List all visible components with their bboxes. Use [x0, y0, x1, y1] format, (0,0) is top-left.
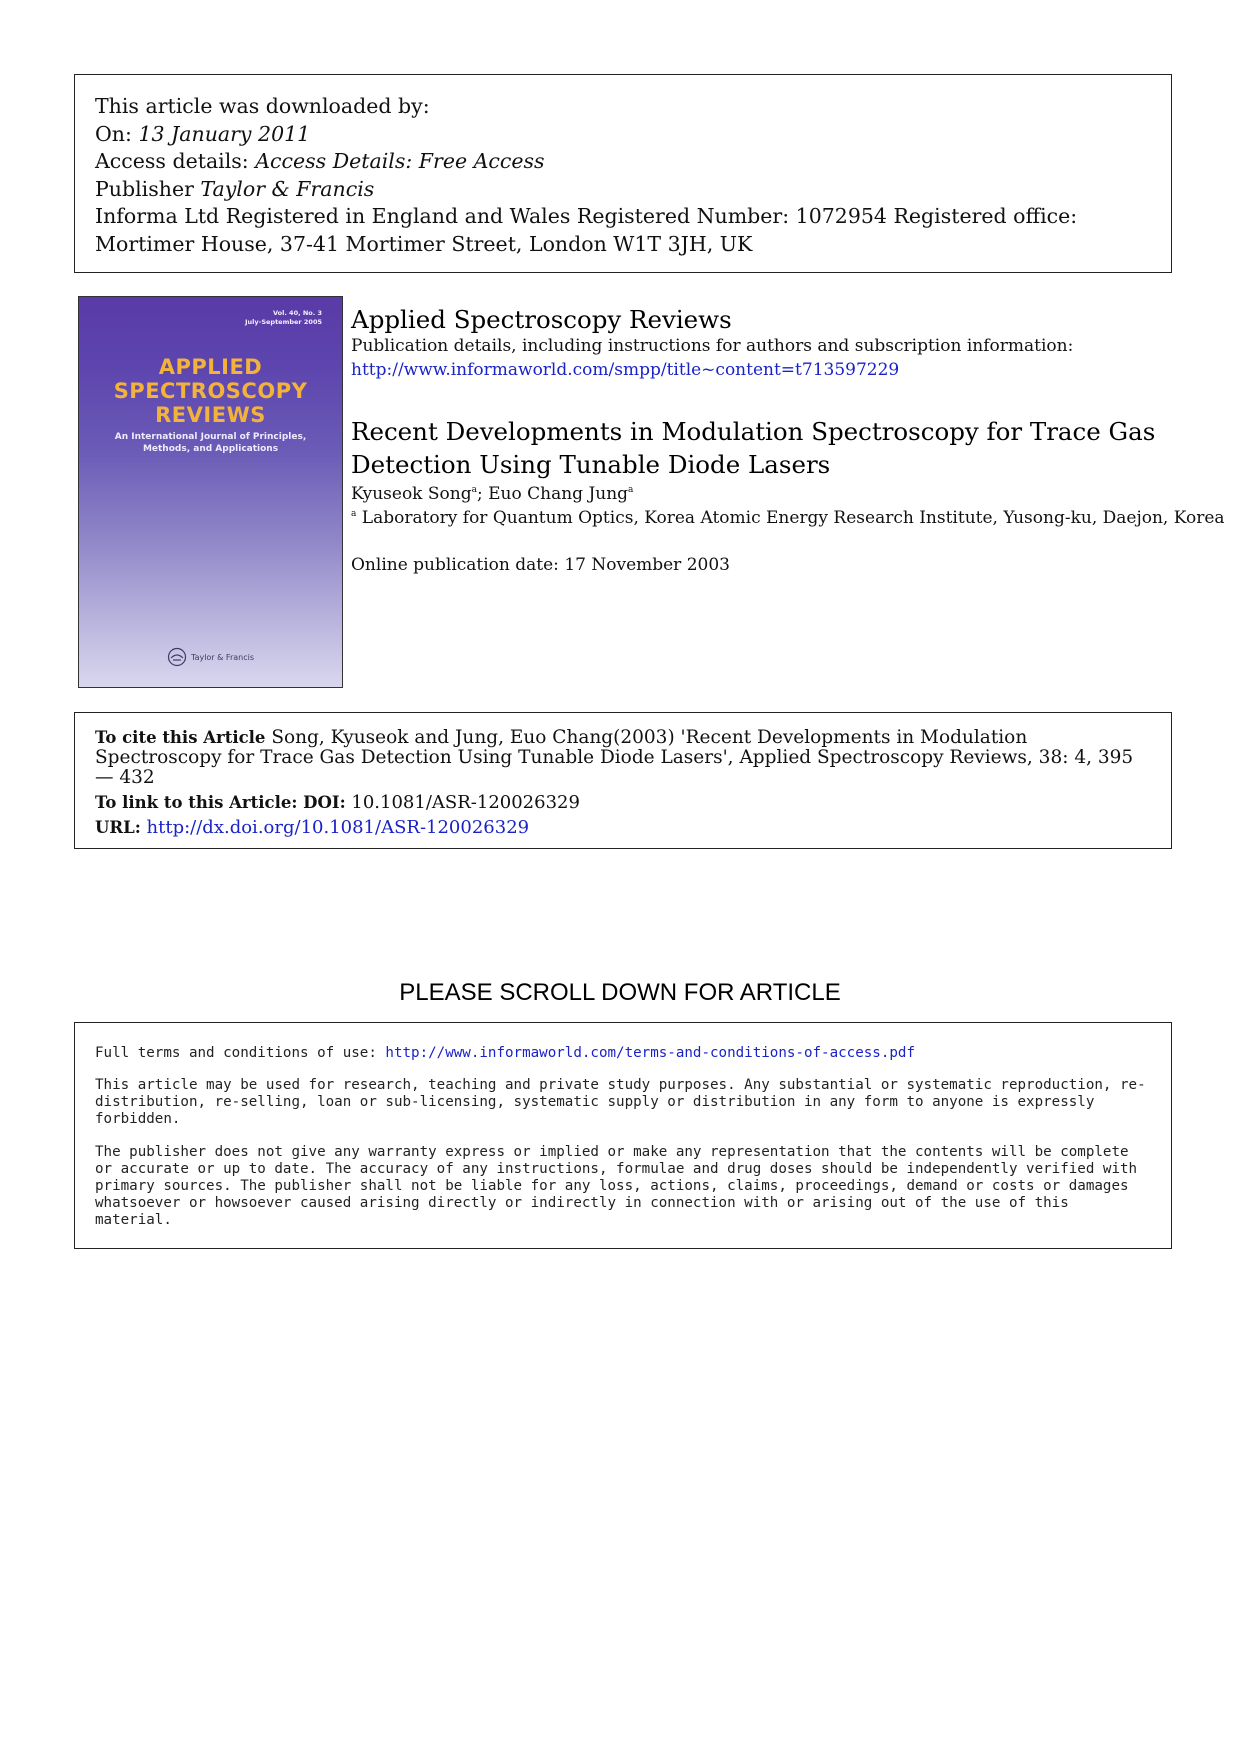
publication-details: Publication details, including instructions for authors and subscription information:	[351, 336, 1074, 356]
cover-issue-date: July-September 2005	[245, 318, 322, 326]
author-name: Kyuseok Song	[351, 484, 472, 504]
journal-cover-image	[78, 296, 343, 688]
cite-label: To cite this Article	[95, 728, 266, 747]
journal-link[interactable]: http://www.informaworld.com/smpp/title~content=t713597229	[351, 360, 900, 380]
terms-paragraph-usage: This article may be used for research, teaching and private study purposes. Any substantial or systematic reproduction, re-distribution, re-selling, loan or sub-licensing, systematic supply or distribution in any form to anyone is expressly forbidden.	[95, 1077, 1146, 1127]
author-separator: ;	[476, 484, 489, 504]
cover-volume-number: Vol. 40, No. 3	[272, 309, 322, 317]
article-title: Recent Developments in Modulation Spectroscopy for Trace Gas Detection Using Tunable Diode Lasers	[351, 417, 1156, 479]
access-value: Access Details: Free Access	[255, 149, 545, 173]
author-name: Euo Chang Jung	[488, 484, 629, 504]
doi-value: 10.1081/ASR-120026329	[351, 792, 580, 813]
cite-text: Song, Kyuseok and Jung, Euo Chang(2003) 'Recent Developments in Modulation Spectroscopy for Trace Gas Detection Using Tunable Diode Lasers', Applied Spectroscopy Reviews, 38: 4, 395 — 432	[95, 727, 1134, 788]
terms-paragraph-warranty: The publisher does not give any warranty express or implied or make any representation that the contents will be complete or accurate or up to date. The accuracy of any instructions, formulae and drug doses should be independently verified with primary sources. The publisher shall not be liable for any loss, actions, claims, proceedings, demand or costs or damages whatsoever or howsoever caused arising directly or indirectly in connection with or arising out of the use of this material.	[95, 1144, 1138, 1228]
cover-title-line: REVIEWS	[155, 403, 266, 427]
cover-publisher	[167, 647, 254, 667]
cover-title-line: APPLIED	[158, 355, 263, 379]
doi-label: To link to this Article: DOI:	[95, 793, 346, 812]
download-info-box	[74, 74, 1172, 273]
doi-line	[95, 792, 1151, 813]
publisher-logo-icon	[167, 647, 187, 667]
cover-volume	[245, 309, 322, 327]
journal-title: Applied Spectroscopy Reviews	[351, 305, 732, 334]
scroll-notice: PLEASE SCROLL DOWN FOR ARTICLE	[399, 979, 841, 1006]
doi-url-link[interactable]: http://dx.doi.org/10.1081/ASR-120026329	[146, 817, 530, 838]
terms-box	[74, 1022, 1172, 1249]
online-publication-date: Online publication date: 17 November 2003	[351, 555, 730, 575]
terms-line	[95, 1045, 1151, 1062]
publisher-label: Publisher	[95, 176, 194, 201]
on-label: On:	[95, 121, 132, 146]
authors-line	[351, 484, 633, 504]
cover-title	[79, 355, 342, 427]
cover-subtitle: An International Journal of Principles, Methods, and Applications	[114, 432, 307, 454]
downloaded-by-text: This article was downloaded by:	[95, 94, 430, 118]
publisher-value: Taylor & Francis	[200, 176, 375, 201]
affiliation-line	[351, 508, 1225, 528]
cover-publisher-name: Taylor & Francis	[191, 652, 254, 662]
cover-title-line: SPECTROSCOPY	[113, 379, 308, 403]
terms-link[interactable]: http://www.informaworld.com/terms-and-conditions-of-access.pdf	[385, 1045, 916, 1061]
author-affil-sup: a	[628, 485, 634, 495]
terms-label: Full terms and conditions of use:	[95, 1045, 377, 1061]
url-label: URL:	[95, 818, 141, 837]
publisher-line	[95, 176, 1151, 204]
download-date: 13 January 2011	[138, 121, 311, 146]
access-details-line	[95, 148, 1151, 176]
access-label: Access details:	[95, 149, 249, 173]
author-affil-sup: a	[471, 485, 477, 495]
cite-line	[95, 728, 1151, 788]
download-date-line	[95, 121, 1151, 149]
citation-box	[74, 712, 1172, 849]
url-line	[95, 817, 1151, 838]
affiliation-text: Laboratory for Quantum Optics, Korea Atomic Energy Research Institute, Yusong-ku, Daejon, Korea	[361, 508, 1225, 528]
affil-sup: a	[351, 509, 357, 519]
registration-text: Informa Ltd Registered in England and Wales Registered Number: 1072954 Registered office: Mortimer House, 37-41 Mortimer Street, London W1T 3JH, UK	[95, 204, 1078, 256]
